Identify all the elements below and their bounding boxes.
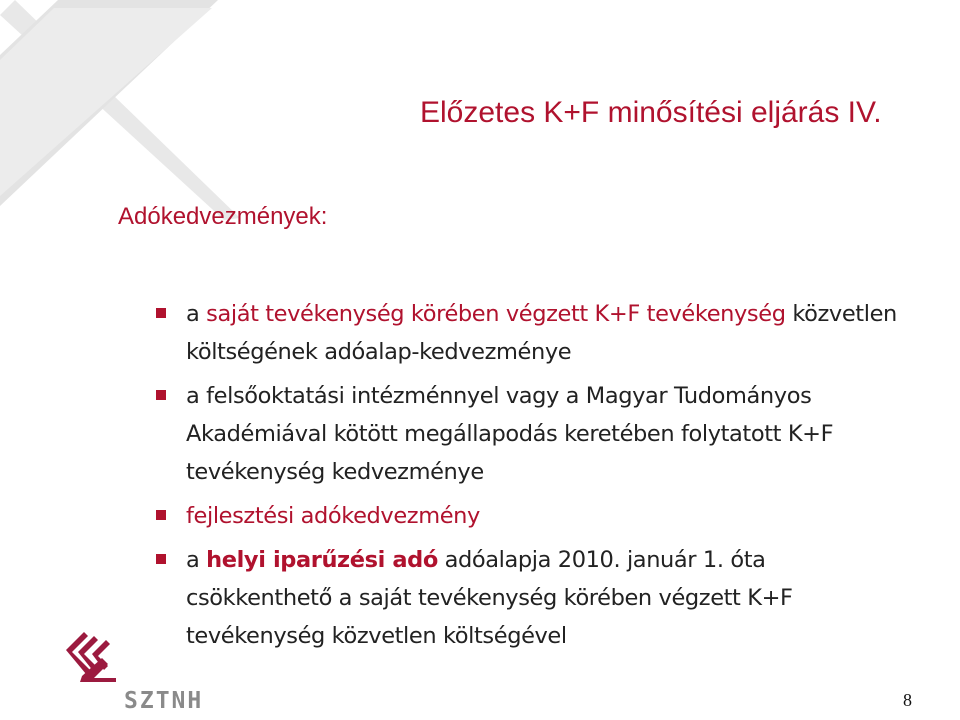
bullet-item: [150, 497, 910, 535]
bullet-text: közvetlen költségének adóalap-kedvezménye: [186, 301, 897, 365]
bullet-item: [150, 295, 910, 371]
page-number: 8: [903, 690, 912, 710]
bullet-text: a: [186, 301, 207, 327]
square-bullet-icon: [156, 510, 166, 520]
slide-title: Előzetes K+F minősítési eljárás IV.: [420, 96, 882, 129]
bullet-text: adóalapja 2010. január 1. óta csökkenthető a saját tevékenység körében végzett K+F tevékenység közvetlen költségével: [186, 547, 793, 649]
square-bullet-icon: [156, 554, 166, 564]
corner-chevron-decoration: [0, 0, 240, 220]
bullet-text: a: [186, 547, 207, 573]
square-bullet-icon: [156, 308, 166, 318]
slide-subtitle: Adókedvezmények:: [118, 203, 328, 230]
bullet-text-highlight: saját tevékenység körében végzett K+F tevékenység: [206, 301, 786, 327]
bullet-item: [150, 541, 910, 655]
sztnh-logo-icon: [62, 628, 126, 684]
bullet-list: [150, 295, 910, 655]
logo-text: SZTNH: [124, 688, 204, 714]
bullet-item: [150, 377, 910, 491]
bullet-text: a felsőoktatási intézménnyel vagy a Magyar Tudományos Akadémiával kötött megállapodás keretében folytatott K+F tevékenység kedvezménye: [186, 383, 834, 485]
bullet-text-highlight: fejlesztési adókedvezmény: [186, 503, 480, 529]
bullet-text-highlight: helyi iparűzési adó: [206, 547, 438, 573]
square-bullet-icon: [156, 390, 166, 400]
